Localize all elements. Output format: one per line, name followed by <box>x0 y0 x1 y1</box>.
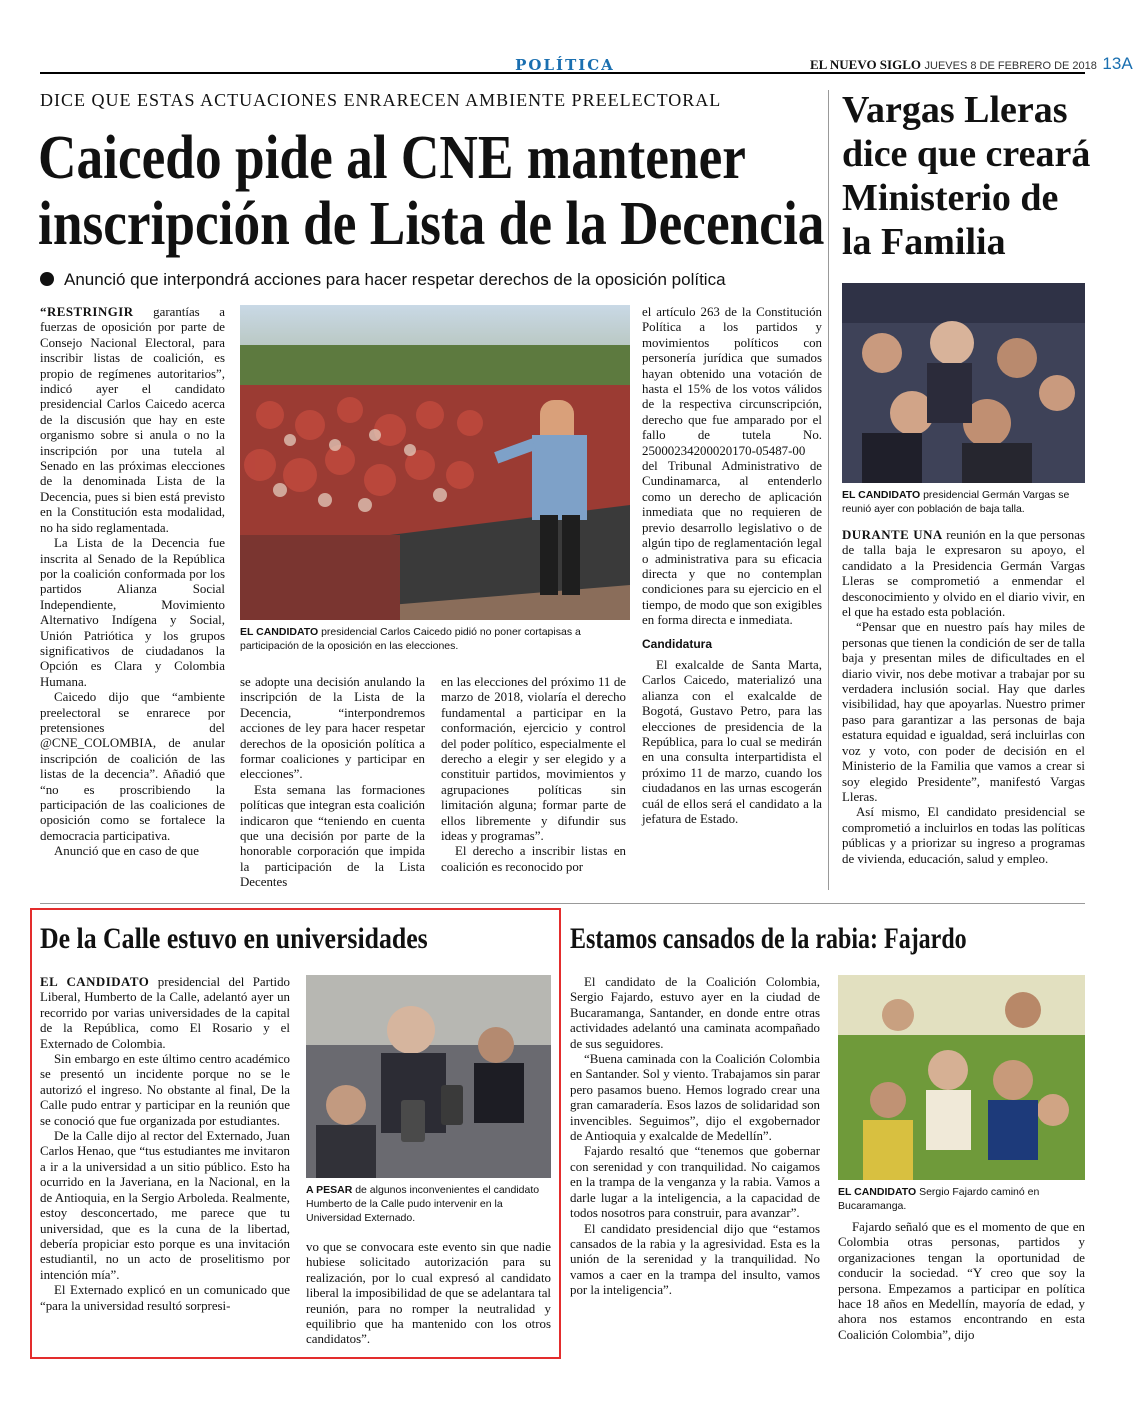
caicedo-photo-caption <box>240 625 630 653</box>
caption-lead: A PESAR <box>306 1184 353 1196</box>
vargas-photo <box>842 283 1085 483</box>
main-col4-p2: El exalcalde de Santa Marta, Carlos Caicedo, materializó una alianza con el exalcalde de Bogotá, Gustavo Petro, para las elecciones de presidencia de la República, para lo cual se medirán en una consulta interpartidista el próximo 11 de marzo, cuando los ciudadanos en las urnas escogerán cuál de ellos será el candidato a la jefatura de Estado. <box>642 657 822 826</box>
main-col1-p3: Caicedo dijo que “ambiente preelectoral se enrarece por pretensiones del @CNE_COLOMBIA, de anular inscripción de coalición de las listas de la decencia”. Añadió que “no es proscribiendo la participación de las coaliciones de oposición como se fortalece la democracia participativa. <box>40 690 225 843</box>
main-column-3 <box>441 675 626 875</box>
section-name: POLÍTICA <box>515 56 615 74</box>
delacalle-headline: De la Calle estuvo en universidades <box>40 922 428 955</box>
fajardo-p4: El candidato presidencial dijo que “estamos cansados de la rabia y la agresividad. Esta es la unión de la serenidad y la tranquilidad. No vamos a caer en la trampa del insulto, vamos por la inteligencia”. <box>570 1221 820 1298</box>
main-col1-p2: La Lista de la Decencia fue inscrita al Senado de la República por la coalición conformada por los partidos Alianza Social Independiente, Movimiento Alternativo Indígena y Social, Unión Patriótica y los grupos significativos de ciudadanos la Opción es Clara y Colombia Humana. <box>40 536 225 689</box>
paper-name: EL NUEVO SIGLO <box>810 57 921 72</box>
delacalle-column-2 <box>306 1240 551 1348</box>
main-headline <box>38 124 825 258</box>
vargas-photo-caption <box>842 488 1085 516</box>
caption-text: Sergio Fajardo caminó en Bucaramanga. <box>838 1186 1040 1212</box>
main-column-1 <box>40 305 225 860</box>
bullet-icon <box>40 272 54 286</box>
column-divider <box>828 90 829 890</box>
fajardo-column-2 <box>838 1220 1085 1343</box>
vargas-body <box>842 528 1085 867</box>
caption-lead: EL CANDIDATO <box>240 626 319 638</box>
delacalle-photo-caption <box>306 1183 551 1225</box>
main-col4-p1: el artículo 263 de la Constitución Política a los partidos y movimientos políticos con personería jurídica que sumados hayan obtenido una votación de hasta el 15% de los votos válidos de la respectiva circunscripción, derecho que fue amparado por el fallo de tutela No. 25000234200020170-05487-00 del Tribunal Administrativo de Cundinamarca, al entenderlo como un derecho de aplicación inmediata que no requieren de previo desarrollo legislativo o de algún tipo de reglamentación legal o administrativa para su eficacia directa y que no contemplan condiciones para su ejercicio en el tiempo, de modo que son exigibles en forma directa e inmediata. <box>642 305 822 628</box>
main-col1-p4: Anunció que en caso de que <box>54 844 199 859</box>
page-number: 13A <box>1102 54 1133 73</box>
main-subhead <box>40 270 726 290</box>
top-rule <box>40 72 1085 74</box>
delacalle-column-1 <box>40 975 290 1314</box>
masthead <box>810 54 1133 74</box>
delacalle-p1: presidencial del Partido Liberal, Humberto de la Calle, adelantó ayer un recorrido por varias universidades de la capital de la República, como El Rosario y el Externado de Colombia. <box>40 975 290 1051</box>
main-col3-p1: en las elecciones del próximo 11 de marzo de 2018, violaría el derecho fundamental a participar en la conformación, ejercicio y control del poder político, especialmente el derecho a elegir y ser elegido y a constituir partidos, movimientos y agrupaciones políticas sin limitación alguna; formar parte de ellos libremente y difundir sus ideas y programas”. <box>441 675 626 844</box>
main-column-4 <box>642 305 822 827</box>
vargas-lead: DURANTE UNA <box>842 528 943 542</box>
fajardo-photo <box>838 975 1085 1180</box>
fajardo-photo-caption <box>838 1185 1085 1213</box>
main-col2-p2: Esta semana las formaciones políticas que integran esta coalición indicaron que “teniendo en cuenta que una decisión por parte de la honorable corporación que impida la participación de la Lista Decentes <box>240 782 425 890</box>
fajardo-p1: El candidato de la Coalición Colombia, Sergio Fajardo, estuvo ayer en la ciudad de Bucaramanga, Santander, en donde entre otras actividades adelantó una caminata acompañado de sus seguidores. <box>570 975 820 1051</box>
delacalle-lead: EL CANDIDATO <box>40 975 150 989</box>
main-col3-p2: El derecho a inscribir listas en coalición es reconocido por <box>441 844 626 874</box>
caption-text: presidencial Carlos Caicedo pidió no poner cortapisas a participación de la oposición en las elecciones. <box>240 626 581 652</box>
issue-date: JUEVES 8 DE FEBRERO DE 2018 <box>924 60 1097 72</box>
fajardo-p3: Fajardo resaltó que “tenemos que gobernar con serenidad y con tranquilidad. No caigamos en la trampa de la venganza y la rabia. Vamos a darle lugar a la inteligencia, a la capacidad de todos nosotros para construir, para avanzar”. <box>570 1144 820 1221</box>
caption-text: de algunos inconvenientes el candidato Humberto de la Calle pudo intervenir en la Universidad Externado. <box>306 1184 540 1224</box>
section-divider <box>40 903 1085 904</box>
caicedo-rally-photo <box>240 305 630 620</box>
main-col2-p1: se adopte una decisión anulando la inscripción de la Lista de la Decencia, “interpondremos acciones de ley para hacer respetar derechos de la oposición política a formar coaliciones y participar en elecciones”. <box>240 675 425 782</box>
caption-lead: EL CANDIDATO <box>842 489 921 501</box>
delacalle-p4: El Externado explicó en un comunicado que “para la universidad resultó sorpresi- <box>40 1283 290 1313</box>
delacalle-p3: De la Calle dijo al rector del Externado, Juan Carlos Henao, que “tus estudiantes me invitaron a ir a la universidad a un sitio público. Esto ha ocurrido en la Javeriana, en la Nacional, en la de Antioquia, en la Sergio Arboleda. Realmente, estoy desconcertado, me parece que tu universidad, que es la cuna de la libertad, debería propiciar esto porque es una invitación estudiantil, no un acto de proselitismo por intención mía”. <box>40 1129 290 1282</box>
main-lead: “RESTRINGIR <box>40 305 134 319</box>
fajardo-column-1 <box>570 975 820 1299</box>
main-col1-p1: garantías a fuerzas de oposición por parte de Consejo Nacional Electoral, para inscribir listas de coalición, es propio de regímenes autoritarios”, indicó ayer el candidato presidencial Carlos Caicedo acerca de la discusión que hay en este organismo sobre si anula o no la inscripción por una tutela al Senado en las próximas elecciones de la denominada Lista de la Decencia, pues si bien está previsto en la Constitución esta modalidad, no ha sido reglamentada. <box>40 305 225 535</box>
caption-text: presidencial Germán Vargas se reunió ayer con población de baja talla. <box>842 489 1070 515</box>
delacalle-p5: vo que se convocara este evento sin que nadie hubiese solicitado autorización para su realización, por lo cual expresó al candidato liberal la imposibilidad de que se adelantara tal reunión, para no romper la neutralidad y equilibrio que ha mantenido con los otros candidatos”. <box>306 1240 551 1347</box>
vargas-headline: Vargas Lleras dice que creará Ministerio de la Familia <box>842 89 1091 263</box>
vargas-p2: “Pensar que en nuestro país hay miles de personas que tienen la condición de ser de talla baja y presentan miles de dificultades en el diario vivir, nos debe motivar a trabajar por su verdadera inclusión social. Hay que darles visibilidad, hay que apoyarlas. Nuestro primer paso para garantizar a las personas de baja estatura equidad e igualdad, será incluirlas con voz y voto, con poder de decisión en el Ministerio de la Familia que vamos a crear si soy elegido Presidente”, manifestó Vargas Lleras. <box>842 620 1085 804</box>
caption-lead: EL CANDIDATO <box>838 1186 917 1198</box>
vargas-p3: Así mismo, El candidato presidencial se comprometió a incluirlos en todas las políticas públicas y a priorizar su ingreso a programas de vivienda, educación, salud y empleo. <box>842 805 1085 866</box>
delacalle-p2: Sin embargo en este último centro académico se presentó un incidente porque no se le autorizó el ingreso. No obstante al final, De la Calle pudo entrar y participar en la reunión que se conoció que fue organizada por estudiantes. <box>40 1052 290 1128</box>
fajardo-p2: “Buena caminada con la Coalición Colombia en Santander. Sol y viento. Trabajamos sin parar pero pasamos bueno. Hemos logrado crear una gran camaradería. Esos lazos de solidaridad son invencibles. Seguimos”, dijo el exgobernador de Antioquia y exalcalde de Medellín”. <box>570 1052 820 1144</box>
main-column-2 <box>240 675 425 891</box>
candidatura-subhead: Candidatura <box>642 636 713 651</box>
main-kicker: DICE QUE ESTAS ACTUACIONES ENRARECEN AMBIENTE PREELECTORAL <box>40 90 722 110</box>
main-subhead-text: Anunció que interpondrá acciones para hacer respetar derechos de la oposición política <box>64 270 726 289</box>
main-headline-line-2: inscripción de Lista de la Decencia <box>38 190 825 258</box>
vargas-p1: reunión en la que personas de talla baja le expresaron su apoyo, el candidato a la Presidencia Germán Vargas Lleras se comprometió a enmendar el desconocimiento y olvido en el diario vivir, en el que ha estado esta población. <box>842 528 1085 620</box>
delacalle-photo <box>306 975 551 1178</box>
fajardo-p5: Fajardo señaló que es el momento de que en Colombia otras personas, partidos y organizaciones tengan la oportunidad de conducir la sociedad. “Y creo que soy la persona. Empezamos a participar en política hace 18 años en Medellín, mayoría de edad, y ahora nos estamos encontrando en esta Coalición Colombia”, dijo <box>838 1220 1085 1342</box>
fajardo-headline: Estamos cansados de la rabia: Fajardo <box>570 922 967 955</box>
main-headline-line-1: Caicedo pide al CNE mantener <box>38 124 746 192</box>
